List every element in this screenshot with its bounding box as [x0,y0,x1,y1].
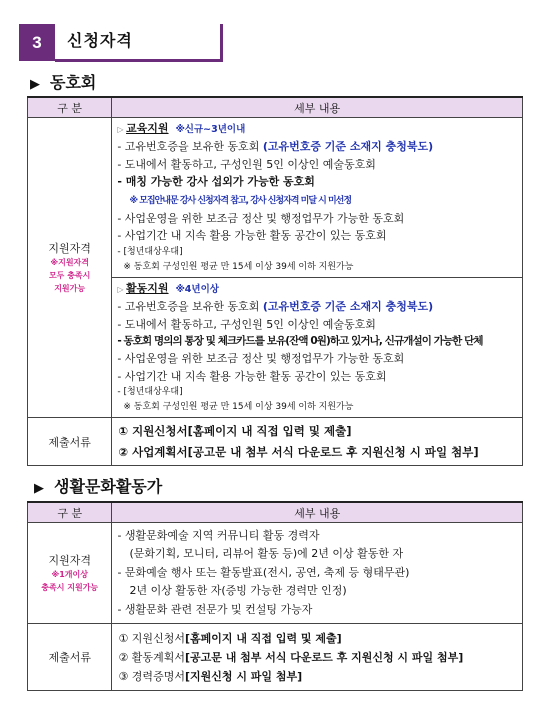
life-heading [34,474,162,497]
club-heading-text: 동호회 [50,73,97,92]
life-doc-3: ③ 경력증명서[지원신청 시 파일 첨부] [118,669,303,683]
life-doc-1: ① 지원신청서[홈페이지 내 직접 입력 및 제출] [118,631,342,645]
activity-line-3: - 동호회 명의의 통장 및 체크카드를 보유(잔액 0원)하고 있거나, 신규개설이 가능한 단체 [117,335,483,348]
activity-line-1: - 고유번호증을 보유한 동호회 (고유번호증 기준 소재지 충청북도) [117,300,434,314]
activity-title: 활동지원 [126,281,169,295]
life-table [27,501,523,691]
edu-line-1: - 고유번호증을 보유한 동호회 (고유번호증 기준 소재지 충청북도) [117,140,434,154]
triangle-icon: ▶ [34,481,44,496]
edu-line-8: ※ 동호회 구성인원 평균 만 15세 이상 39세 이하 지원가능 [123,261,354,272]
edu-line-1-note: (고유번호증 기준 소재지 충청북도) [262,140,434,154]
life-doc-2-detail: [공고문 내 첨부 서식 다운로드 후 지원신청 시 파일 첨부] [184,650,464,664]
life-doc-3-detail: [지원신청 시 파일 첨부] [184,669,303,683]
edu-line-4 [117,191,522,210]
life-header-details: 세부 내용 [112,502,523,523]
activity-line-5: - 사업기간 내 지속 활용 가능한 활동 공간이 있는 동호회 [117,369,387,383]
club-eligibility-label-cell [28,118,112,418]
life-eligibility-note-2: 충족시 지원가능 [41,583,99,592]
edu-line-7: - [청년대상우대] [117,246,183,257]
activity-line-2: - 도내에서 활동하고, 구성인원 5인 이상인 예술동호회 [117,317,376,331]
life-line-3: - 문화예술 행사 또는 활동발표(전시, 공연, 축제 등 형태무관) [117,565,410,579]
life-doc-2: ② 활동계획서[공고문 내 첨부 서식 다운로드 후 지원신청 시 파일 첨부] [118,650,464,664]
activity-line-4: - 사업운영을 위한 보조금 정산 및 행정업무가 가능한 동호회 [117,352,405,366]
section-title: 신청자격 [67,31,133,50]
edu-line-3: - 매칭 가능한 강사 섭외가 가능한 동호회 [117,175,315,189]
small-triangle-icon: ▷ [117,284,127,294]
club-doc-1: ① 지원신청서[홈페이지 내 직접 입력 및 제출] [118,423,352,438]
club-header-details: 세부 내용 [112,97,523,118]
edu-line-5: - 사업운영을 위한 보조금 정산 및 행정업무가 가능한 동호회 [117,212,405,226]
section-header [19,24,207,62]
edu-title: 교육지원 [126,122,169,135]
life-eligibility-label-cell [28,523,112,624]
life-eligibility-cell [112,523,523,624]
edu-support-cell [112,118,523,278]
club-doc-2: ② 사업계획서[공고문 내 첨부 서식 다운로드 후 지원신청 시 파일 첨부] [118,444,479,459]
club-eligibility-note-1: ※지원자격 [50,258,90,268]
life-doc-1-detail: [홈페이지 내 직접 입력 및 제출] [184,631,342,645]
edu-line-4-text: ※ 모집안내문 강사 신청자격 참고, 강사 신청자격 미달 시 미선정 [129,195,352,206]
life-eligibility-note-1: ※1개이상 [51,570,88,579]
life-line-2: (문화기획, 모니터, 리뷰어 활동 등)에 2년 이상 활동한 자 [129,547,404,561]
edu-title-line [117,120,522,138]
club-docs-cell [112,418,523,466]
activity-line-1-note: (고유번호증 기준 소재지 충청북도) [262,300,434,314]
section-number: 3 [19,24,55,61]
life-line-5: - 생활문화 관련 전문가 및 컨설팅 가능자 [117,602,313,616]
life-header-category: 구 분 [28,502,112,523]
activity-title-note: ※4년이상 [175,283,219,295]
edu-title-note: ※신규~3년이내 [175,124,246,135]
life-line-1: - 생활문화예술 지역 커뮤니티 활동 경력자 [117,528,320,542]
life-docs-label: 제출서류 [28,624,112,691]
life-heading-text: 생활문화활동가 [54,477,163,496]
club-docs-label: 제출서류 [28,418,112,466]
life-line-4: 2년 이상 활동한 자(증빙 가능한 경력만 인정) [129,584,347,598]
club-eligibility-note-3: 지원가능 [54,284,86,294]
club-table [27,96,523,466]
life-docs-cell [112,624,523,691]
edu-line-6: - 사업기간 내 지속 활용 가능한 활동 공간이 있는 동호회 [117,229,387,243]
activity-line-6: - [청년대상우대] [117,387,183,398]
section-underline [55,59,223,62]
section-border [220,24,223,62]
activity-line-7: ※ 동호회 구성인원 평균 만 15세 이상 39세 이하 지원가능 [123,402,354,413]
club-eligibility-note-2: 모두 충족시 [48,271,91,281]
activity-support-cell [112,277,523,417]
activity-title-line [117,280,522,298]
life-eligibility-label: 지원자격 [48,554,91,567]
small-triangle-icon: ▷ [117,125,127,134]
edu-line-2: - 도내에서 활동하고, 구성인원 5인 이상인 예술동호회 [117,157,376,171]
triangle-icon: ▶ [30,77,40,92]
club-header-category: 구 분 [28,97,112,118]
club-heading [30,70,96,93]
club-eligibility-label: 지원자격 [48,242,91,256]
